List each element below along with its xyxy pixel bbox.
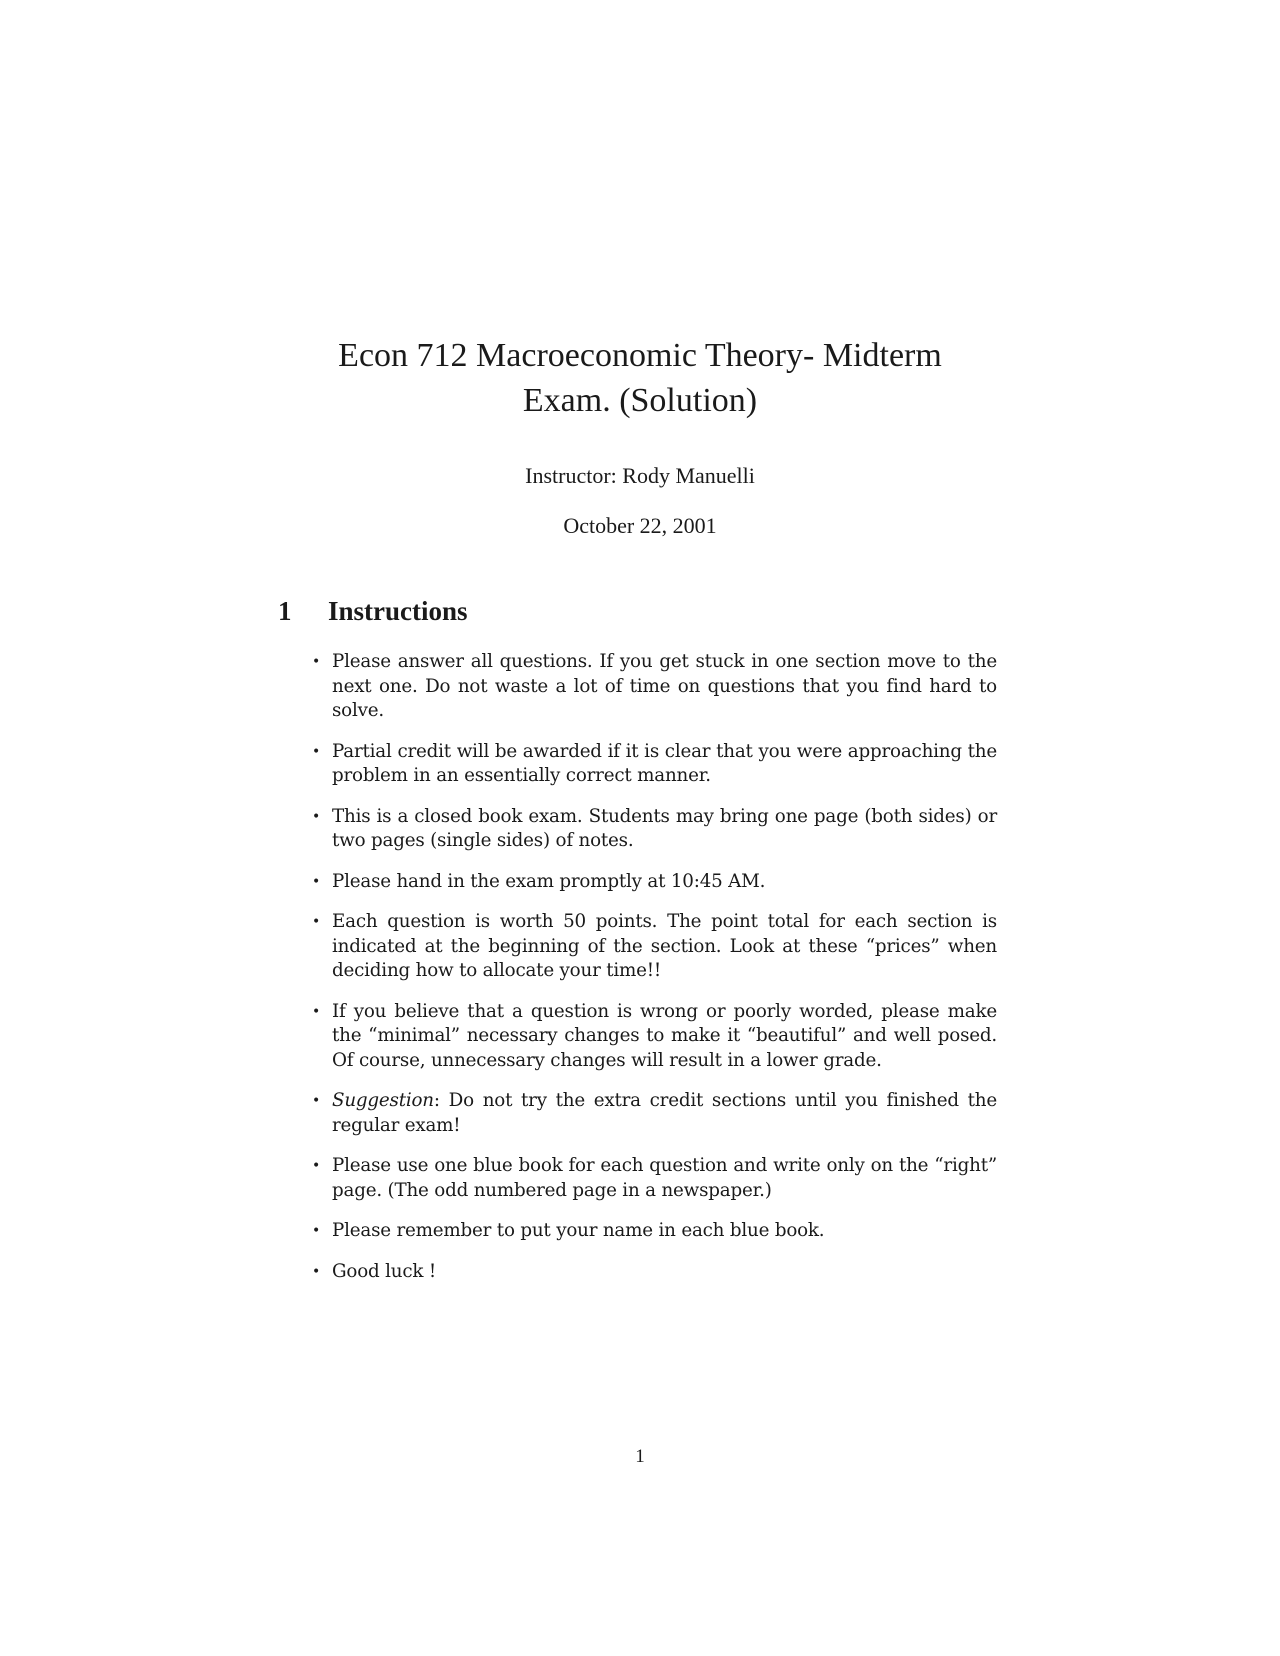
list-item (312, 740, 997, 789)
list-item-text: Please use one blue book for each question and write only on the “right” page. (The odd numbered page in a newspaper.) (332, 1155, 997, 1201)
list-item-text: Good luck ! (332, 1260, 437, 1282)
section-number: 1 (278, 596, 292, 626)
list-item (312, 1089, 997, 1138)
list-item (312, 1260, 997, 1285)
list-item (312, 1219, 997, 1244)
list-item-text: Partial credit will be awarded if it is clear that you were approaching the problem in an essentially correct manner. (332, 740, 997, 786)
page-number: 1 (635, 1446, 645, 1467)
list-item (312, 870, 997, 895)
bullet-icon: • (312, 873, 321, 890)
bullet-icon: • (312, 1158, 321, 1174)
date-line: October 22, 2001 (563, 513, 717, 538)
suggestion-label: Suggestion (332, 1090, 434, 1111)
list-item-text: Do not try the extra credit sections until you finished the regular exam! (332, 1090, 997, 1136)
title-line-2: Exam. (Solution) (522, 382, 758, 419)
bullet-icon: • (312, 654, 321, 670)
section-heading (278, 596, 468, 627)
bullet-icon: • (312, 743, 321, 760)
document-title (0, 333, 1280, 423)
instructor-line: Instructor: Rody Manuelli (525, 463, 755, 488)
bullet-icon: • (312, 1223, 321, 1239)
list-item (312, 1154, 997, 1203)
instructions-list (312, 650, 997, 1300)
title-line-1: Econ 712 Macroeconomic Theory- Midterm (338, 337, 942, 374)
list-item-text: Please answer all questions. If you get stuck in one section move to the next one. Do not waste a lot of time on questions that you find hard to solve. (332, 651, 997, 721)
list-item-text: This is a closed book exam. Students may bring one page (both sides) or two pages (single sides) of notes. (332, 805, 997, 851)
suggestion-separator: : (433, 1090, 449, 1111)
section-title: Instructions (328, 596, 468, 626)
bullet-icon: • (312, 1093, 321, 1109)
list-item (312, 1000, 997, 1074)
list-item-text: Please hand in the exam promptly at 10:45 AM. (332, 870, 766, 892)
list-item (312, 805, 997, 854)
bullet-icon: • (312, 1263, 321, 1280)
list-item-text: Each question is worth 50 points. The point total for each section is indicated at the beginning of the section. Look at these “prices” when deciding how to allocate your time!! (332, 911, 997, 981)
list-item-text: Please remember to put your name in each blue book. (332, 1220, 825, 1241)
list-item-text: If you believe that a question is wrong or poorly worded, please make the “minimal” necessary changes to make it “beautiful” and well posed. Of course, unnecessary changes will result in a lower grade. (332, 1000, 997, 1071)
bullet-icon: • (312, 914, 321, 930)
bullet-icon: • (312, 1003, 321, 1020)
bullet-icon: • (312, 808, 321, 825)
list-item (312, 910, 997, 984)
list-item (312, 650, 997, 724)
